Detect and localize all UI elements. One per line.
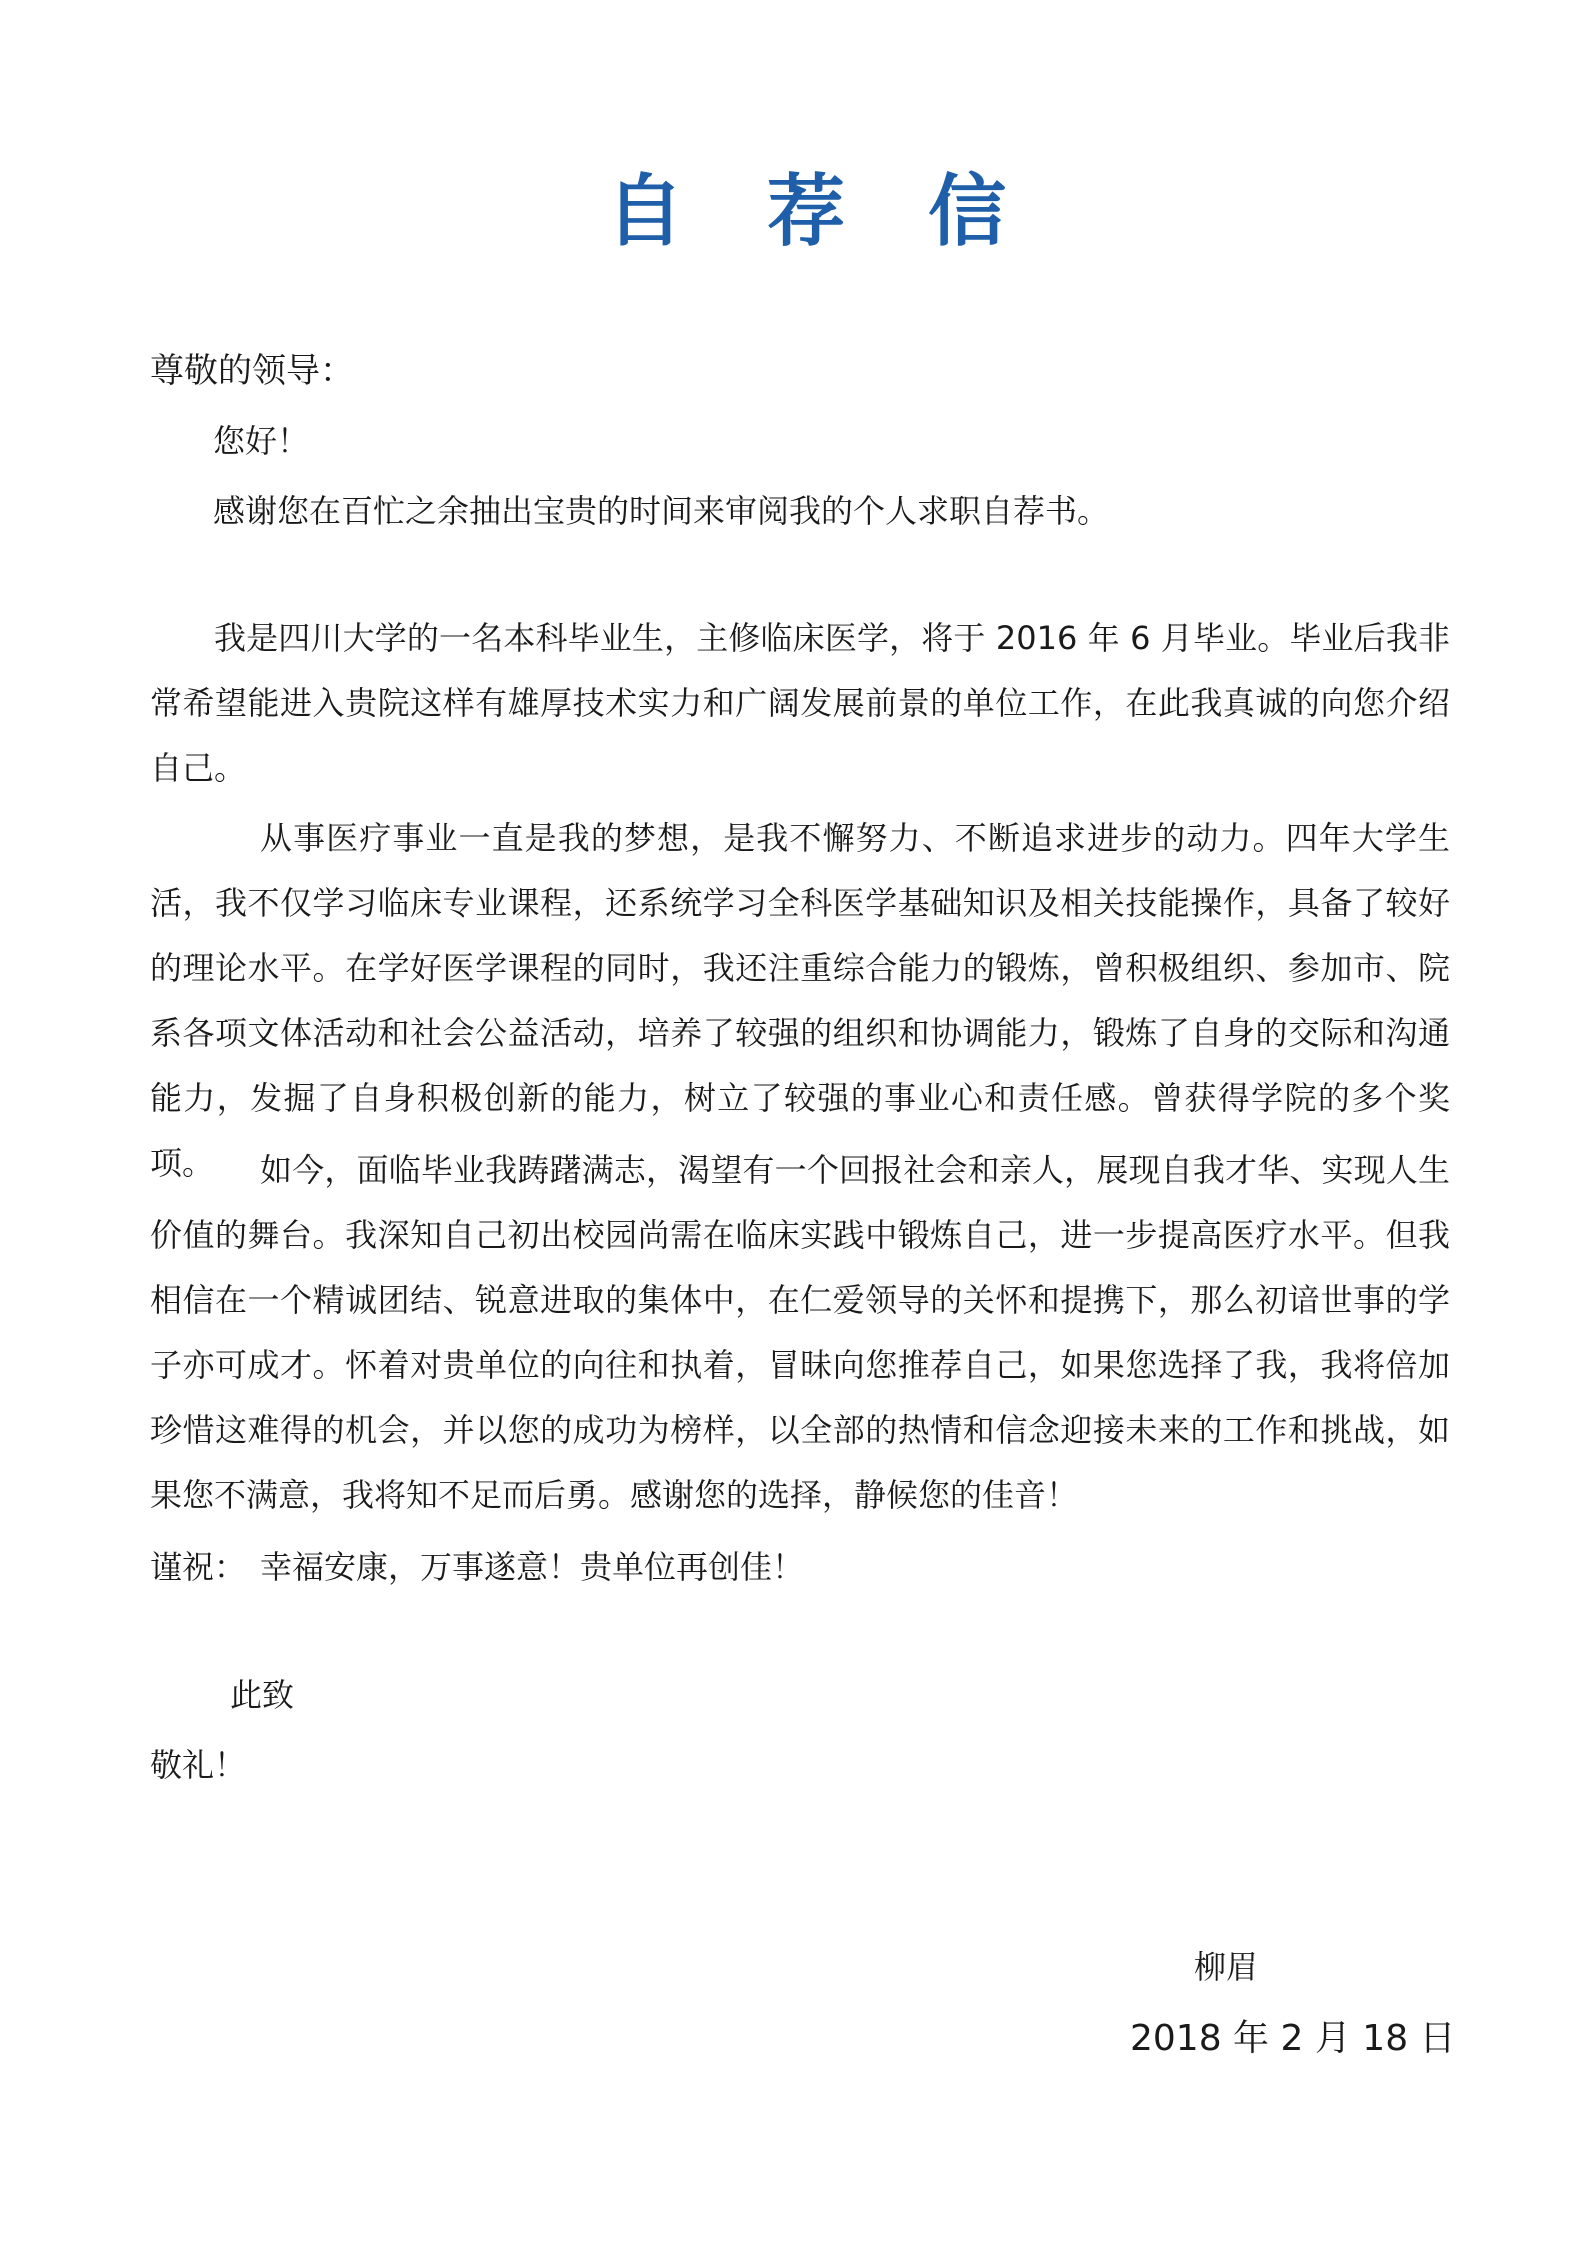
closing-line-2: 敬礼！	[150, 1746, 247, 1784]
wishes-label: 谨祝：	[150, 1548, 247, 1586]
paragraph-introduction: 我是四川大学的一名本科毕业生，主修临床医学，将于 2016 年 6 月毕业。毕业后我非常希望能进入贵院这样有雄厚技术实力和广阔发展前景的单位工作，在此我真诚的向您介绍自己。	[150, 619, 1450, 787]
salutation: 尊敬的领导：	[150, 351, 354, 391]
greeting-hello: 您好！	[213, 422, 310, 460]
signature-date: 2018 年 2 月 18 日	[1130, 2018, 1456, 2059]
closing-line-1: 此致	[230, 1676, 295, 1714]
wishes-line	[150, 1534, 804, 1600]
signature-name: 柳眉	[1194, 1948, 1259, 1986]
paragraph-aspiration: 如今，面临毕业我踌躇满志，渴望有一个回报社会和亲人，展现自我才华、实现人生价值的舞台。我深知自己初出校园尚需在临床实践中锻炼自己，进一步提高医疗水平。但我相信在一个精诚团结、锐意进取的集体中，在仁爱领导的关怀和提携下，那么初谙世事的学子亦可成才。怀着对贵单位的向往和执着，冒昧向您推荐自己，如果您选择了我，我将倍加珍惜这难得的机会，并以您的成功为榜样，以全部的热情和信念迎接未来的工作和挑战，如果您不满意，我将知不足而后勇。感谢您的选择，静候您的佳音！	[150, 1151, 1450, 1514]
greeting-thanks: 感谢您在百忙之余抽出宝贵的时间来审阅我的个人求职自荐书。	[213, 492, 1110, 530]
paragraph-experience: 从事医疗事业一直是我的梦想，是我不懈努力、不断追求进步的动力。四年大学生活，我不仅学习临床专业课程，还系统学习全科医学基础知识及相关技能操作，具备了较好的理论水平。在学好医学课程的同时，我还注重综合能力的锻炼，曾积极组织、参加市、院系各项文体活动和社会公益活动，培养了较强的组织和协调能力，锻炼了自身的交际和沟通能力，发掘了自身积极创新的能力，树立了较强的事业心和责任感。曾获得学院的多个奖项。	[150, 819, 1450, 1182]
page-title: 自 荐 信	[605, 167, 1035, 257]
wishes-text: 幸福安康，万事遂意！贵单位再创佳！	[260, 1548, 805, 1586]
